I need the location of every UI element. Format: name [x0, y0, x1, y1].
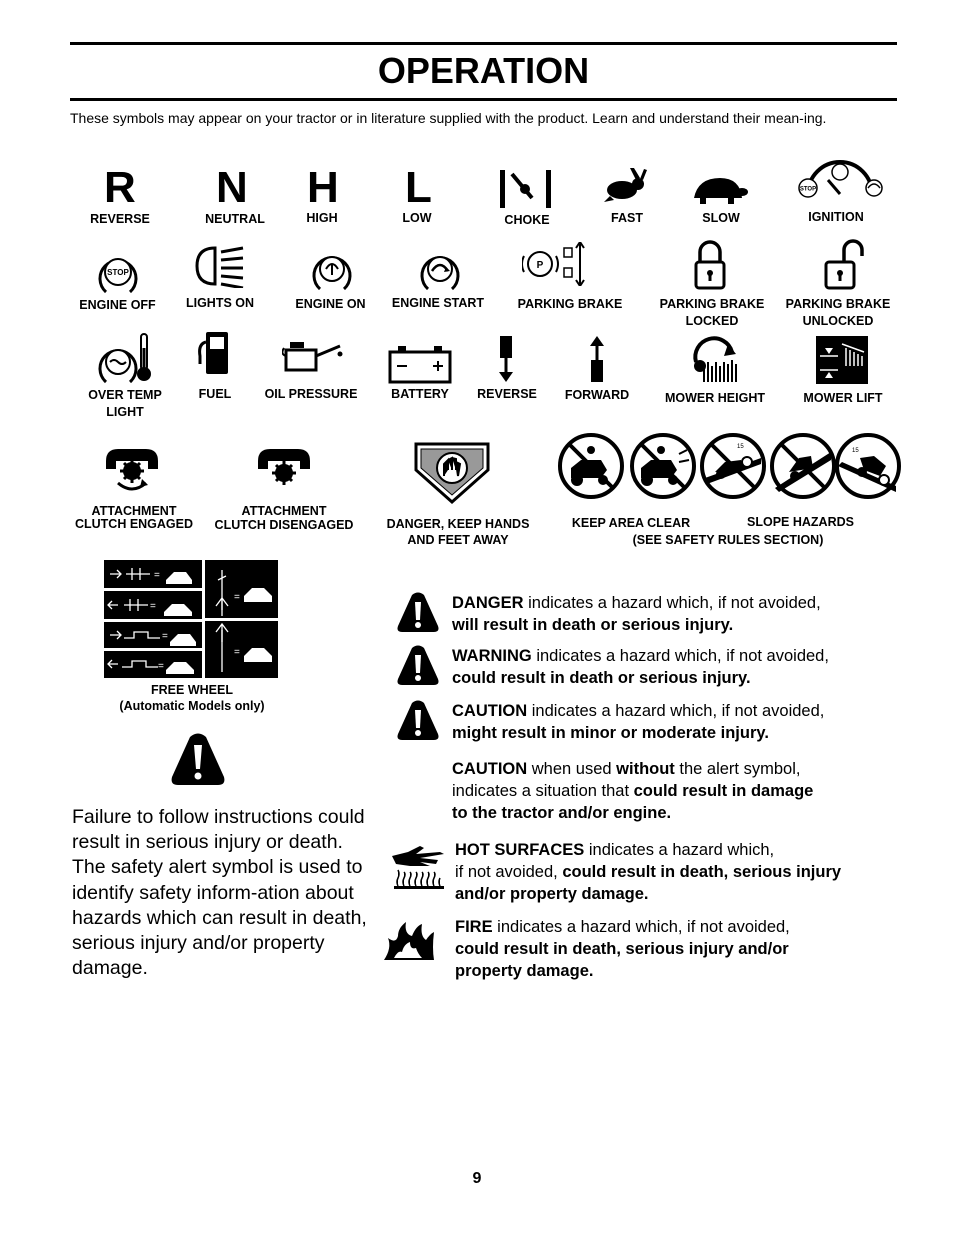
- oil-can-icon: [282, 340, 344, 374]
- danger-rest: indicates a hazard which, if not avoided,: [523, 594, 821, 612]
- label-keep-area-clear: KEEP AREA CLEAR: [571, 516, 691, 530]
- warning-alert-icon: [396, 645, 440, 687]
- danger-definition: [452, 592, 892, 636]
- caution2-line3: to the tractor and/or engine.: [452, 804, 672, 822]
- slope-number-1: 15: [737, 444, 744, 450]
- slope-hazard-icon-2: [769, 432, 837, 500]
- padlock-locked-icon: [694, 240, 726, 290]
- caution2-line2b: could result in damage: [633, 782, 814, 800]
- svg-text:=: =: [150, 601, 156, 612]
- warning-rest: indicates a hazard which, if not avoided,: [531, 647, 829, 665]
- caution2-without: without: [616, 760, 675, 778]
- svg-text:=: =: [234, 592, 240, 603]
- label-choke: CHOKE: [504, 213, 550, 227]
- caution-word: CAUTION: [452, 702, 528, 720]
- slope-hazard-icon-1: [699, 432, 767, 500]
- danger-bold: will result in death or serious injury.: [452, 616, 734, 634]
- parking-brake-p-text: P: [536, 260, 544, 271]
- label-battery: BATTERY: [391, 387, 449, 401]
- ignition-stop-text: STOP: [799, 186, 817, 193]
- label-free-wheel-2: (Automatic Models only): [119, 699, 265, 713]
- engine-off-stop-text: STOP: [107, 268, 129, 277]
- caution-bold: might result in minor or moderate injury.: [452, 724, 769, 742]
- fire-word: FIRE: [455, 918, 493, 936]
- hot-word: HOT SURFACES: [455, 841, 585, 859]
- headlight-icon: [195, 244, 247, 288]
- label-fuel: FUEL: [198, 387, 232, 401]
- rabbit-icon: [600, 168, 650, 204]
- caution-no-symbol-definition: [452, 758, 892, 824]
- caution2-line2a: indicates a situation that: [452, 782, 634, 800]
- label-clutch-engaged-2: CLUTCH ENGAGED: [74, 517, 194, 531]
- failure-paragraph: Failure to follow instructions could result in serious injury or death. The safety alert symbol is used to identify safety inform-ation about hazards which can result in death, serious injury and/or property damage.: [72, 806, 367, 980]
- label-engine-start: ENGINE START: [391, 296, 485, 310]
- clutch-engaged-icon: [104, 447, 160, 495]
- danger-hands-icon: [414, 442, 490, 504]
- title-rule: [70, 98, 897, 101]
- hot-line2b: could result in death, serious injury: [562, 863, 842, 881]
- label-neutral: NEUTRAL: [205, 212, 265, 226]
- fire-line3: property damage.: [455, 962, 594, 980]
- ignition-icon: [796, 160, 884, 206]
- caution-definition: [452, 700, 892, 744]
- danger-word: DANGER: [452, 594, 524, 612]
- label-high: HIGH: [306, 211, 338, 225]
- free-wheel-diagram: [104, 560, 278, 678]
- label-free-wheel-1: FREE WHEEL: [151, 683, 233, 697]
- engine-off-icon: [98, 248, 138, 294]
- fire-definition: [455, 916, 895, 982]
- label-slow: SLOW: [702, 211, 740, 225]
- caution2-mid2: the alert symbol,: [674, 760, 801, 778]
- hot-line3: and/or property damage.: [455, 885, 649, 903]
- page-title: OPERATION: [377, 50, 590, 91]
- label-over-temp-1: OVER TEMP: [88, 388, 162, 402]
- label-engine-on: ENGINE ON: [295, 297, 366, 311]
- keep-area-clear-icon-1: [557, 432, 625, 500]
- svg-text:=: =: [154, 570, 160, 581]
- label-mower-height: MOWER HEIGHT: [665, 391, 765, 405]
- safety-alert-icon: [170, 733, 226, 787]
- forward-arrow-icon: [587, 334, 607, 384]
- reverse-letter-icon: R: [104, 163, 136, 212]
- warning-definition: [452, 645, 892, 689]
- caution2-word: CAUTION: [452, 760, 528, 778]
- page-number: 9: [472, 1170, 482, 1187]
- fire-rest: indicates a hazard which, if not avoided,: [492, 918, 790, 936]
- label-safety-rules: (SEE SAFETY RULES SECTION): [632, 533, 824, 547]
- label-over-temp-2: LIGHT: [106, 405, 144, 419]
- label-pb-locked-2: LOCKED: [685, 314, 739, 328]
- label-reverse-dir: REVERSE: [477, 387, 537, 401]
- high-letter-icon: H: [307, 163, 339, 212]
- warning-word: WARNING: [452, 647, 532, 665]
- label-engine-off: ENGINE OFF: [79, 298, 156, 312]
- battery-icon: [388, 344, 452, 384]
- clutch-disengaged-icon: [256, 447, 312, 491]
- low-letter-icon: L: [405, 163, 432, 212]
- parking-brake-icon: [522, 242, 586, 286]
- label-parking-brake: PARKING BRAKE: [517, 297, 623, 311]
- turtle-icon: [688, 176, 748, 206]
- warning-bold: could result in death or serious injury.: [452, 669, 751, 687]
- mower-height-icon: [690, 334, 742, 384]
- over-temp-icon: [98, 332, 154, 384]
- label-lights-on: LIGHTS ON: [185, 296, 255, 310]
- caution-alert-icon: [396, 700, 440, 742]
- padlock-unlocked-icon: [824, 238, 864, 290]
- choke-icon: [500, 168, 554, 210]
- label-clutch-engaged-1: ATTACHMENT: [91, 504, 177, 518]
- top-rule: [70, 42, 897, 45]
- label-reverse: REVERSE: [90, 212, 150, 226]
- label-forward: FORWARD: [564, 388, 630, 402]
- label-pb-locked-1: PARKING BRAKE: [659, 297, 765, 311]
- label-low: LOW: [402, 211, 432, 225]
- fire-line2: could result in death, serious injury and/or: [455, 940, 789, 958]
- engine-on-icon: [312, 245, 352, 291]
- caution-rest: indicates a hazard which, if not avoided,: [527, 702, 825, 720]
- keep-area-clear-icon-2: [629, 432, 697, 500]
- fire-icon: [382, 918, 436, 962]
- label-ignition: IGNITION: [808, 210, 864, 224]
- slope-number-2: 15: [852, 448, 859, 454]
- label-clutch-disengaged-2: CLUTCH DISENGAGED: [214, 518, 354, 532]
- danger-alert-icon: [396, 592, 440, 634]
- fuel-pump-icon: [198, 330, 232, 376]
- hot-surface-icon: [390, 842, 446, 890]
- intro-text: These symbols may appear on your tractor or in literature supplied with the product. Learn and understand their mean-ing.: [70, 110, 827, 126]
- label-danger-hands-1: DANGER, KEEP HANDS: [386, 517, 530, 531]
- label-slope-hazards: SLOPE HAZARDS: [747, 515, 854, 529]
- neutral-letter-icon: N: [216, 163, 248, 212]
- hot-rest: indicates a hazard which,: [584, 841, 775, 859]
- slope-hazard-icon-3: [834, 432, 902, 500]
- mower-lift-icon: [816, 336, 868, 384]
- svg-text:=: =: [234, 647, 240, 658]
- engine-start-icon: [420, 245, 460, 291]
- hot-line2a: if not avoided,: [455, 863, 563, 881]
- hot-surfaces-definition: [455, 839, 895, 905]
- caution2-mid1: when used: [527, 760, 617, 778]
- label-pb-unlocked-2: UNLOCKED: [802, 314, 874, 328]
- label-pb-unlocked-1: PARKING BRAKE: [785, 297, 891, 311]
- svg-text:=: =: [158, 661, 164, 672]
- label-clutch-disengaged-1: ATTACHMENT: [241, 504, 327, 518]
- label-mower-lift: MOWER LIFT: [803, 391, 883, 405]
- label-oil-pressure: OIL PRESSURE: [264, 387, 358, 401]
- reverse-arrow-icon: [496, 334, 516, 384]
- svg-text:=: =: [162, 631, 168, 642]
- label-danger-hands-2: AND FEET AWAY: [407, 533, 509, 547]
- label-fast: FAST: [611, 211, 643, 225]
